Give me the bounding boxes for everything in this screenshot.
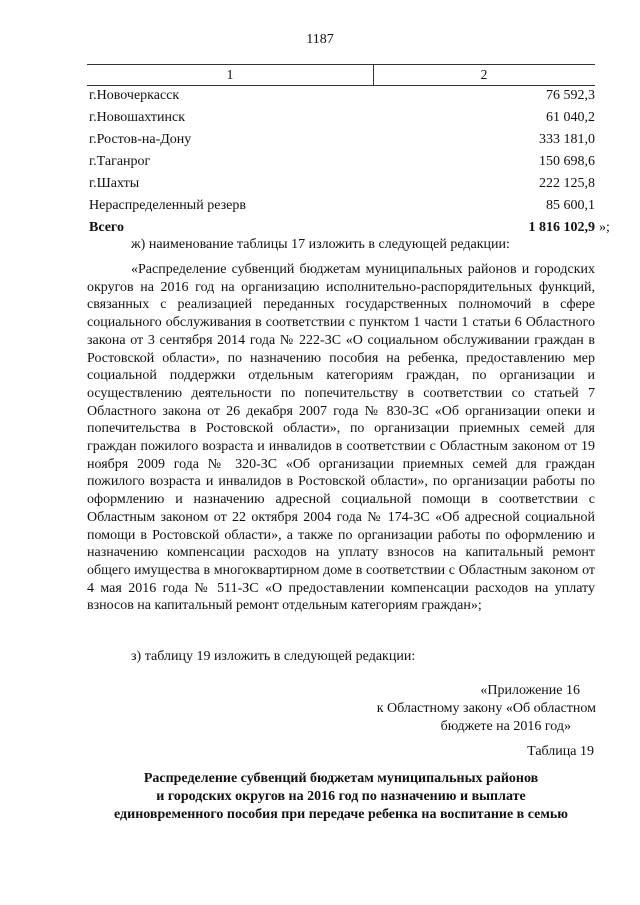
table-row xyxy=(87,195,595,217)
row-value: 222 125,8 xyxy=(539,176,595,191)
total-value: 1 816 102,9 xyxy=(528,220,595,235)
table-row xyxy=(87,107,595,129)
column-2-header: 2 xyxy=(480,67,488,82)
table-column-header xyxy=(87,64,595,86)
total-label: Всего xyxy=(89,220,124,235)
column-1-header: 1 xyxy=(87,65,374,85)
distribution-table xyxy=(87,85,610,239)
total-closing-quote: »; xyxy=(599,220,610,235)
row-name: г.Таганрог xyxy=(89,154,151,169)
row-value: 85 600,1 xyxy=(546,198,595,213)
appendix-line-3: бюджете на 2016 год» xyxy=(440,719,571,734)
row-value: 61 040,2 xyxy=(546,110,595,125)
table-row xyxy=(87,129,595,151)
table-row xyxy=(87,151,595,173)
appendix-line-2: к Областному закону «Об областном xyxy=(376,701,596,716)
heading-line-2: и городских округов на 2016 год по назначению и выплате xyxy=(156,789,526,804)
table-row xyxy=(87,173,595,195)
heading-line-3: единовременного пособия при передаче ребенка на воспитание в семью xyxy=(114,807,568,822)
table-label: Таблица 19 xyxy=(527,744,594,759)
row-name: г.Новочеркасск xyxy=(89,88,180,103)
page-number: 1187 xyxy=(306,32,334,47)
table-19-heading xyxy=(87,770,595,824)
heading-line-1: Распределение субвенций бюджетам муниципальных районов xyxy=(143,771,539,786)
row-name: г.Шахты xyxy=(89,176,140,191)
table-row xyxy=(87,85,595,107)
row-value: 76 592,3 xyxy=(546,88,595,103)
row-name: Нераспределенный резерв xyxy=(89,198,246,213)
appendix-reference xyxy=(300,682,596,736)
amendment-item-z: з) таблицу 19 изложить в следующей редакции: xyxy=(131,649,416,664)
row-value: 333 181,0 xyxy=(539,132,595,147)
appendix-line-1: «Приложение 16 xyxy=(480,683,580,698)
row-name: г.Ростов-на-Дону xyxy=(89,132,192,147)
row-name: г.Новошахтинск xyxy=(89,110,186,125)
row-value: 150 698,6 xyxy=(539,154,595,169)
amendment-item-zh: ж) наименование таблицы 17 изложить в следующей редакции: xyxy=(131,237,510,252)
table-17-title-paragraph: «Распределение субвенций бюджетам муниципальных районов и городских округов на 2016 год на организацию исполнительно-распорядительных функций, связанных с реализацией переданных государственных полномочий в сфере социального обслуживания в соответствии с пунктом 1 части 1 статьи 6 Областного закона от 3 сентября 2014 года № 222-ЗС «О социальном обслуживании граждан в Ростовской области», по назначению пособия на ребенка, предоставлению мер социальной поддержки отдельным категориям граждан, по организации и осуществлению деятельности по попечительству в соответствии со статьей 7 Областного закона от 26 декабря 2007 года № 830-ЗС «Об организации опеки и попечительства в Ростовской области», по организации приемных семей для граждан пожилого возраста и инвалидов в соответствии с Областным законом от 19 ноября 2009 года № 320-ЗС «Об организации приемных семей для граждан пожилого возраста и инвалидов в Ростовской области», по организации работы по оформлению и назначению адресной социальной помощи в соответствии с Областным законом от 22 октября 2004 года № 174-ЗС «Об адресной социальной помощи в Ростовской области», а также по организации работы по оформлению и назначению компенсации расходов на уплату взносов на капитальный ремонт общего имущества в многоквартирном доме в соответствии с Областным законом от 4 мая 2016 года № 511-ЗС «О предоставлении компенсации расходов на уплату взносов на капитальный ремонт отдельным категориям граждан»; xyxy=(87,262,595,614)
